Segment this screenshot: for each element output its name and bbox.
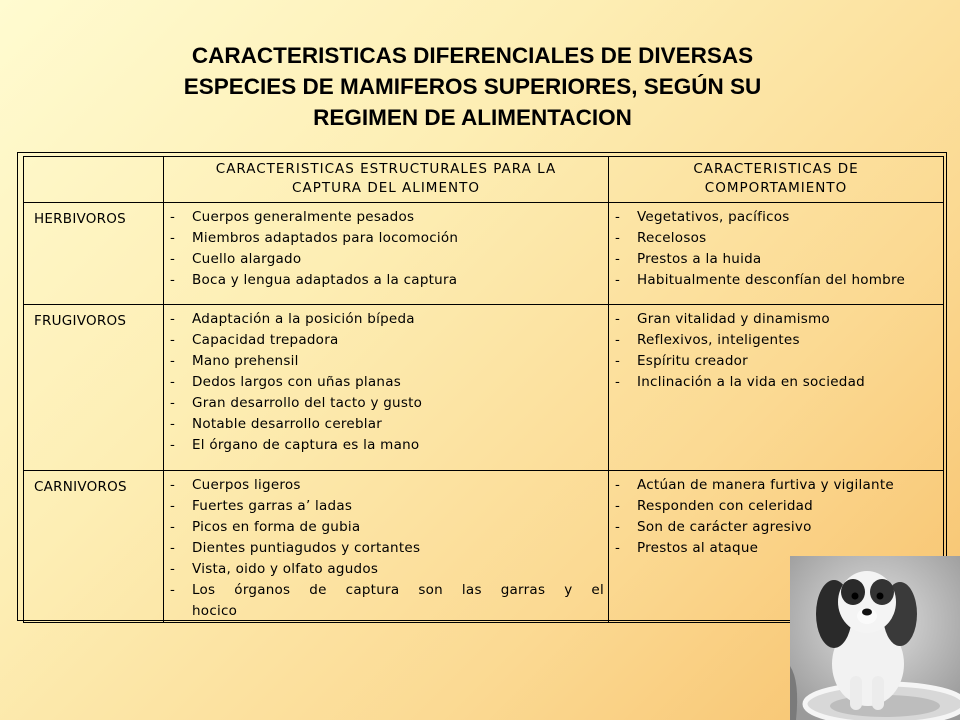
header-structural: CARACTERISTICAS ESTRUCTURALES PARA LA CAPTURA DEL ALIMENTO bbox=[164, 157, 609, 203]
list-item: - Actúan de manera furtiva y vigilante bbox=[615, 477, 894, 493]
title-line-1: CARACTERISTICAS DIFERENCIALES DE DIVERSAS bbox=[191, 43, 754, 68]
list-item: - Miembros adaptados para locomoción bbox=[170, 230, 459, 246]
behavior-cell bbox=[609, 305, 944, 471]
list-item: - Responden con celeridad bbox=[615, 498, 813, 514]
header-behavior: CARACTERISTICAS DE COMPORTAMIENTO bbox=[609, 157, 944, 203]
list-item: - Capacidad trepadora bbox=[170, 332, 339, 348]
list-item: - Fuertes garras a’ ladas bbox=[170, 498, 353, 514]
dog-on-plate-image bbox=[790, 556, 960, 720]
list-item: - Gran desarrollo del tacto y gusto bbox=[170, 395, 423, 411]
structural-cell bbox=[164, 203, 609, 305]
list-item: - Espíritu creador bbox=[615, 353, 748, 369]
header-empty-cell bbox=[24, 157, 164, 203]
list-item: - Recelosos bbox=[615, 230, 707, 246]
structural-cell bbox=[164, 471, 609, 623]
list-item-continuation: hocico bbox=[192, 603, 238, 619]
list-item: - El órgano de captura es la mano bbox=[170, 437, 420, 453]
title-line-2: ESPECIES DE MAMIFEROS SUPERIORES, SEGÚN SU bbox=[183, 74, 762, 99]
list-item: - Inclinación a la vida en sociedad bbox=[615, 374, 865, 390]
comparison-table-frame bbox=[17, 152, 947, 621]
list-item: - Vegetativos, pacíficos bbox=[615, 209, 790, 225]
group-label-herbivoros: HERBIVOROS bbox=[24, 203, 164, 305]
list-item: - Prestos al ataque bbox=[615, 540, 759, 556]
list-item: - Boca y lengua adaptados a la captura bbox=[170, 272, 458, 288]
dog-photo bbox=[790, 556, 960, 720]
title-line-3: REGIMEN DE ALIMENTACION bbox=[313, 105, 632, 130]
list-item: - Habitualmente desconfían del hombre bbox=[615, 272, 906, 288]
slide-title bbox=[100, 40, 845, 133]
list-item: - Adaptación a la posición bípeda bbox=[170, 311, 415, 327]
table-row bbox=[24, 305, 944, 471]
list-item: - Son de carácter agresivo bbox=[615, 519, 812, 535]
group-label-frugivoros: FRUGIVOROS bbox=[24, 305, 164, 471]
list-item: - Picos en forma de gubia bbox=[170, 519, 361, 535]
comparison-table bbox=[23, 156, 944, 623]
list-item: - Gran vitalidad y dinamismo bbox=[615, 311, 830, 327]
list-item: - Dedos largos con uñas planas bbox=[170, 374, 402, 390]
list-item: - Reflexivos, inteligentes bbox=[615, 332, 800, 348]
list-item: - Cuerpos generalmente pesados bbox=[170, 209, 415, 225]
table-row bbox=[24, 203, 944, 305]
list-item: - Los órganos de captura son las garras y el bbox=[170, 582, 604, 598]
table-header-row bbox=[24, 157, 944, 203]
list-item: - Vista, oido y olfato agudos bbox=[170, 561, 379, 577]
structural-cell bbox=[164, 305, 609, 471]
list-item: - Prestos a la huida bbox=[615, 251, 762, 267]
group-label-carnivoros: CARNIVOROS bbox=[24, 471, 164, 623]
list-item: - Cuerpos ligeros bbox=[170, 477, 301, 493]
behavior-cell bbox=[609, 203, 944, 305]
list-item: - Cuello alargado bbox=[170, 251, 302, 267]
list-item: - Dientes puntiagudos y cortantes bbox=[170, 540, 421, 556]
list-item: - Mano prehensil bbox=[170, 353, 299, 369]
list-item: - Notable desarrollo cereblar bbox=[170, 416, 383, 432]
